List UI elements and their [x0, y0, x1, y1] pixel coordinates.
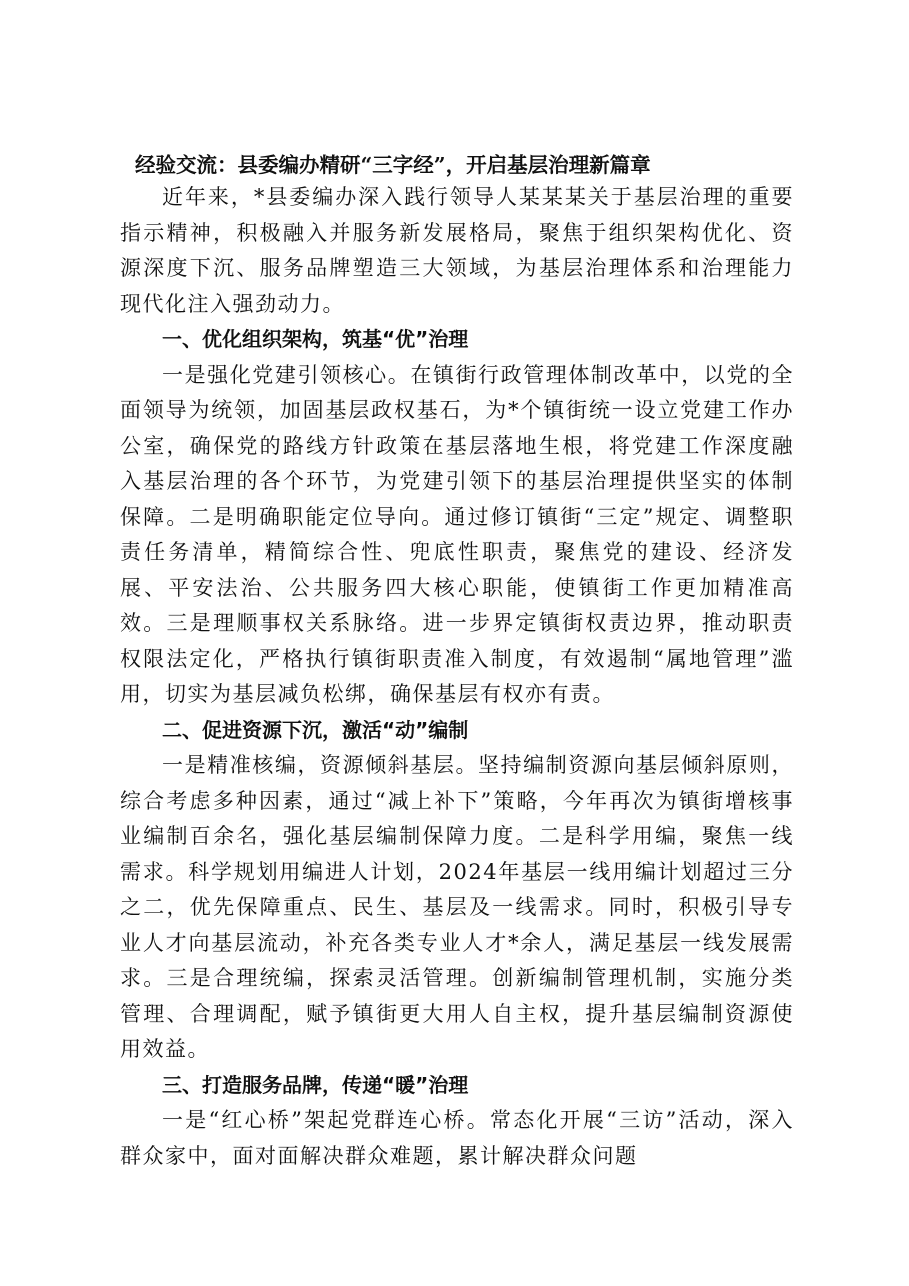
section-heading-1: 一、优化组织架构，筑基“优”治理	[162, 327, 469, 351]
section-heading-3: 三、打造服务品牌，传递“暖”治理	[162, 1072, 469, 1097]
section-heading-2: 二、促进资源下沉，激活“动”编制	[162, 717, 469, 742]
section-body-3: 一是“红心桥”架起党群连心桥。常态化开展“三访”活动，深入群众家中，面对面解决群众难题，累计解决群众问题	[120, 1108, 794, 1168]
section-body-2: 一是精准核编，资源倾斜基层。坚持编制资源向基层倾斜原则，综合考虑多种因素，通过“减上补下”策略，今年再次为镇街增核事业编制百余名，强化基层编制保障力度。二是科学用编，聚焦一线需求。科学规划用编进人计划，2024年基层一线用编计划超过三分之二，优先保障重点、民生、基层及一线需求。同时，积极引导专业人才向基层流动，补充各类专业人才*余人，满足基层一线发展需求。三是合理统编，探索灵活管理。创新编制管理机制，实施分类管理、合理调配，赋予镇街更大用人自主权，提升基层编制资源使用效益。	[120, 753, 794, 1061]
intro-paragraph: 近年来，*县委编办深入践行领导人某某某关于基层治理的重要指示精神，积极融入并服务新发展格局，聚焦于组织架构优化、资源深度下沉、服务品牌塑造三大领域，为基层治理体系和治理能力现代化注入强劲动力。	[120, 185, 794, 316]
document-title: 经验交流：县委编办精研“三字经”，开启基层治理新篇章	[135, 153, 651, 177]
section-body-1: 一是强化党建引领核心。在镇街行政管理体制改革中，以党的全面领导为统领，加固基层政权基石，为*个镇街统一设立党建工作办公室，确保党的路线方针政策在基层落地生根，将党建工作深度融入基层治理的各个环节，为党建引领下的基层治理提供坚实的体制保障。二是明确职能定位导向。通过修订镇街“三定”规定、调整职责任务清单，精简综合性、兜底性职责，聚焦党的建设、经济发展、平安法治、公共服务四大核心职能，使镇街工作更加精准高效。三是理顺事权关系脉络。进一步界定镇街权责边界，推动职责权限法定化，严格执行镇街职责准入制度，有效遏制“属地管理”滥用，切实为基层减负松绑，确保基层有权亦有责。	[120, 362, 794, 706]
document-page	[120, 150, 794, 1174]
